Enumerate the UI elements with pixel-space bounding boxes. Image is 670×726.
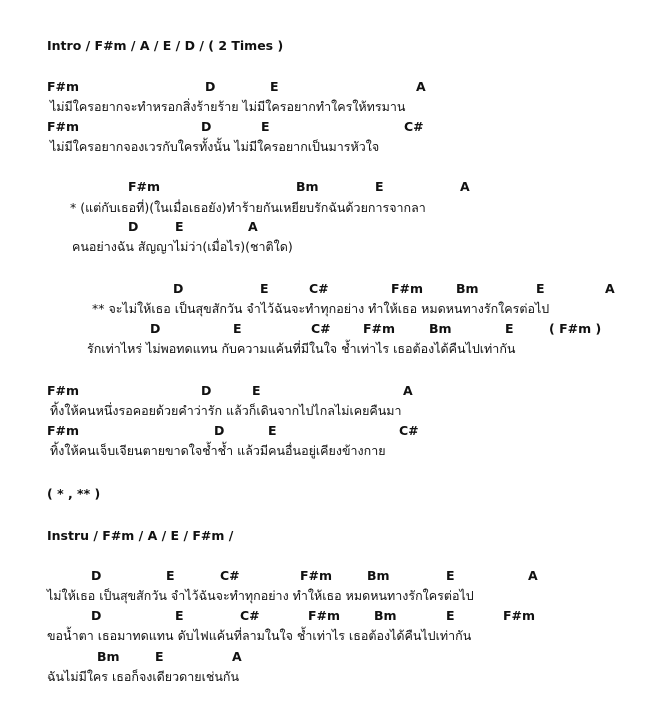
chord: Bm [367,568,390,583]
chord: E [505,321,514,336]
chord: C# [309,281,329,296]
lyric-line: ไม่ให้เธอ เป็นสุขสักวัน จำไว้ฉันจะทำทุกอย่าง ทำให้เธอ หมดหนทางรักใครต่อไป [47,588,474,603]
chord: A [528,568,538,583]
chord: D [205,79,216,94]
lyric-line: ** จะไม่ให้เธอ เป็นสุขสักวัน จำไว้ฉันจะทำทุกอย่าง ทำให้เธอ หมดหนทางรักใครต่อไป [92,301,550,316]
lyric-line: ทิ้งให้คนหนึ่งรอคอยด้วยคำว่ารัก แล้วก็เดินจากไปไกลไม่เคยคืนมา [50,403,402,418]
lyric-line: ไม่มีใครอยากจองเวรกับใครทั้งนั้น ไม่มีใครอยากเป็นมารหัวใจ [50,139,380,154]
lyric-line: ขอน้ำตา เธอมาทดแทน ดับไฟแค้นที่ลามในใจ ช้ำเท่าไร เธอต้องได้คืนไปเท่ากัน [47,628,472,643]
chord: D [91,608,102,623]
chord: C# [240,608,260,623]
chord: D [91,568,102,583]
repeat-marker: ( * , ** ) [47,486,101,501]
chord: A [232,649,242,664]
lyric-line: ไม่มีใครอยากจะทำหรอกสิ่งร้ายร้าย ไม่มีใครอยากทำใครให้ทรมาน [50,99,406,114]
chord: A [403,383,413,398]
chord: D [201,119,212,134]
chord: F#m [391,281,424,296]
chord: Bm [374,608,397,623]
chord: E [375,179,384,194]
chord: A [460,179,470,194]
chord: C# [311,321,331,336]
chord: A [416,79,426,94]
chord: C# [404,119,424,134]
chord: A [605,281,615,296]
chord: E [270,79,279,94]
chord: F#m [47,383,80,398]
instru-line: Instru / F#m / A / E / F#m / [47,528,234,543]
chord: A [248,219,258,234]
chord: E [166,568,175,583]
chord: E [268,423,277,438]
chord: F#m [47,79,80,94]
chord: E [261,119,270,134]
chord: Bm [429,321,452,336]
chord: F#m [503,608,536,623]
chord: C# [220,568,240,583]
chord: F#m [47,119,80,134]
chord: E [155,649,164,664]
chord: E [233,321,242,336]
chord: E [536,281,545,296]
chord: E [446,608,455,623]
chord: E [175,608,184,623]
lyric-line: คนอย่างฉัน สัญญาไม่ว่า(เมื่อไร)(ชาติใด) [72,239,293,254]
chord: D [128,219,139,234]
lyric-line: รักเท่าไหร่ ไม่พอทดแทน กับความแค้นที่มีในใจ ช้ำเท่าไร เธอต้องได้คืนไปเท่ากัน [87,341,516,356]
chord: F#m [128,179,161,194]
chord: E [446,568,455,583]
chord: F#m [363,321,396,336]
chord: Bm [296,179,319,194]
lyric-line: ทิ้งให้คนเจ็บเจียนตายขาดใจช้ำช้ำ แล้วมีคนอื่นอยู่เคียงข้างกาย [50,443,386,458]
chord: E [175,219,184,234]
intro-line: Intro / F#m / A / E / D / ( 2 Times ) [47,38,284,53]
chord: C# [399,423,419,438]
chord: D [214,423,225,438]
chord: E [260,281,269,296]
chord: E [252,383,261,398]
lyric-line: ฉันไม่มีใคร เธอก็จงเดียวดายเช่นกัน [47,669,239,684]
chord: D [201,383,212,398]
chord: F#m [300,568,333,583]
chord: ( F#m ) [549,321,602,336]
chord: Bm [456,281,479,296]
chord: D [173,281,184,296]
lyric-line: * (แต่กับเธอที่)(ในเมื่อเธอยัง)ทำร้ายกันเหยียบรักฉันด้วยการจากลา [70,200,426,215]
chord: F#m [308,608,341,623]
chord: Bm [97,649,120,664]
chord: D [150,321,161,336]
chord: F#m [47,423,80,438]
